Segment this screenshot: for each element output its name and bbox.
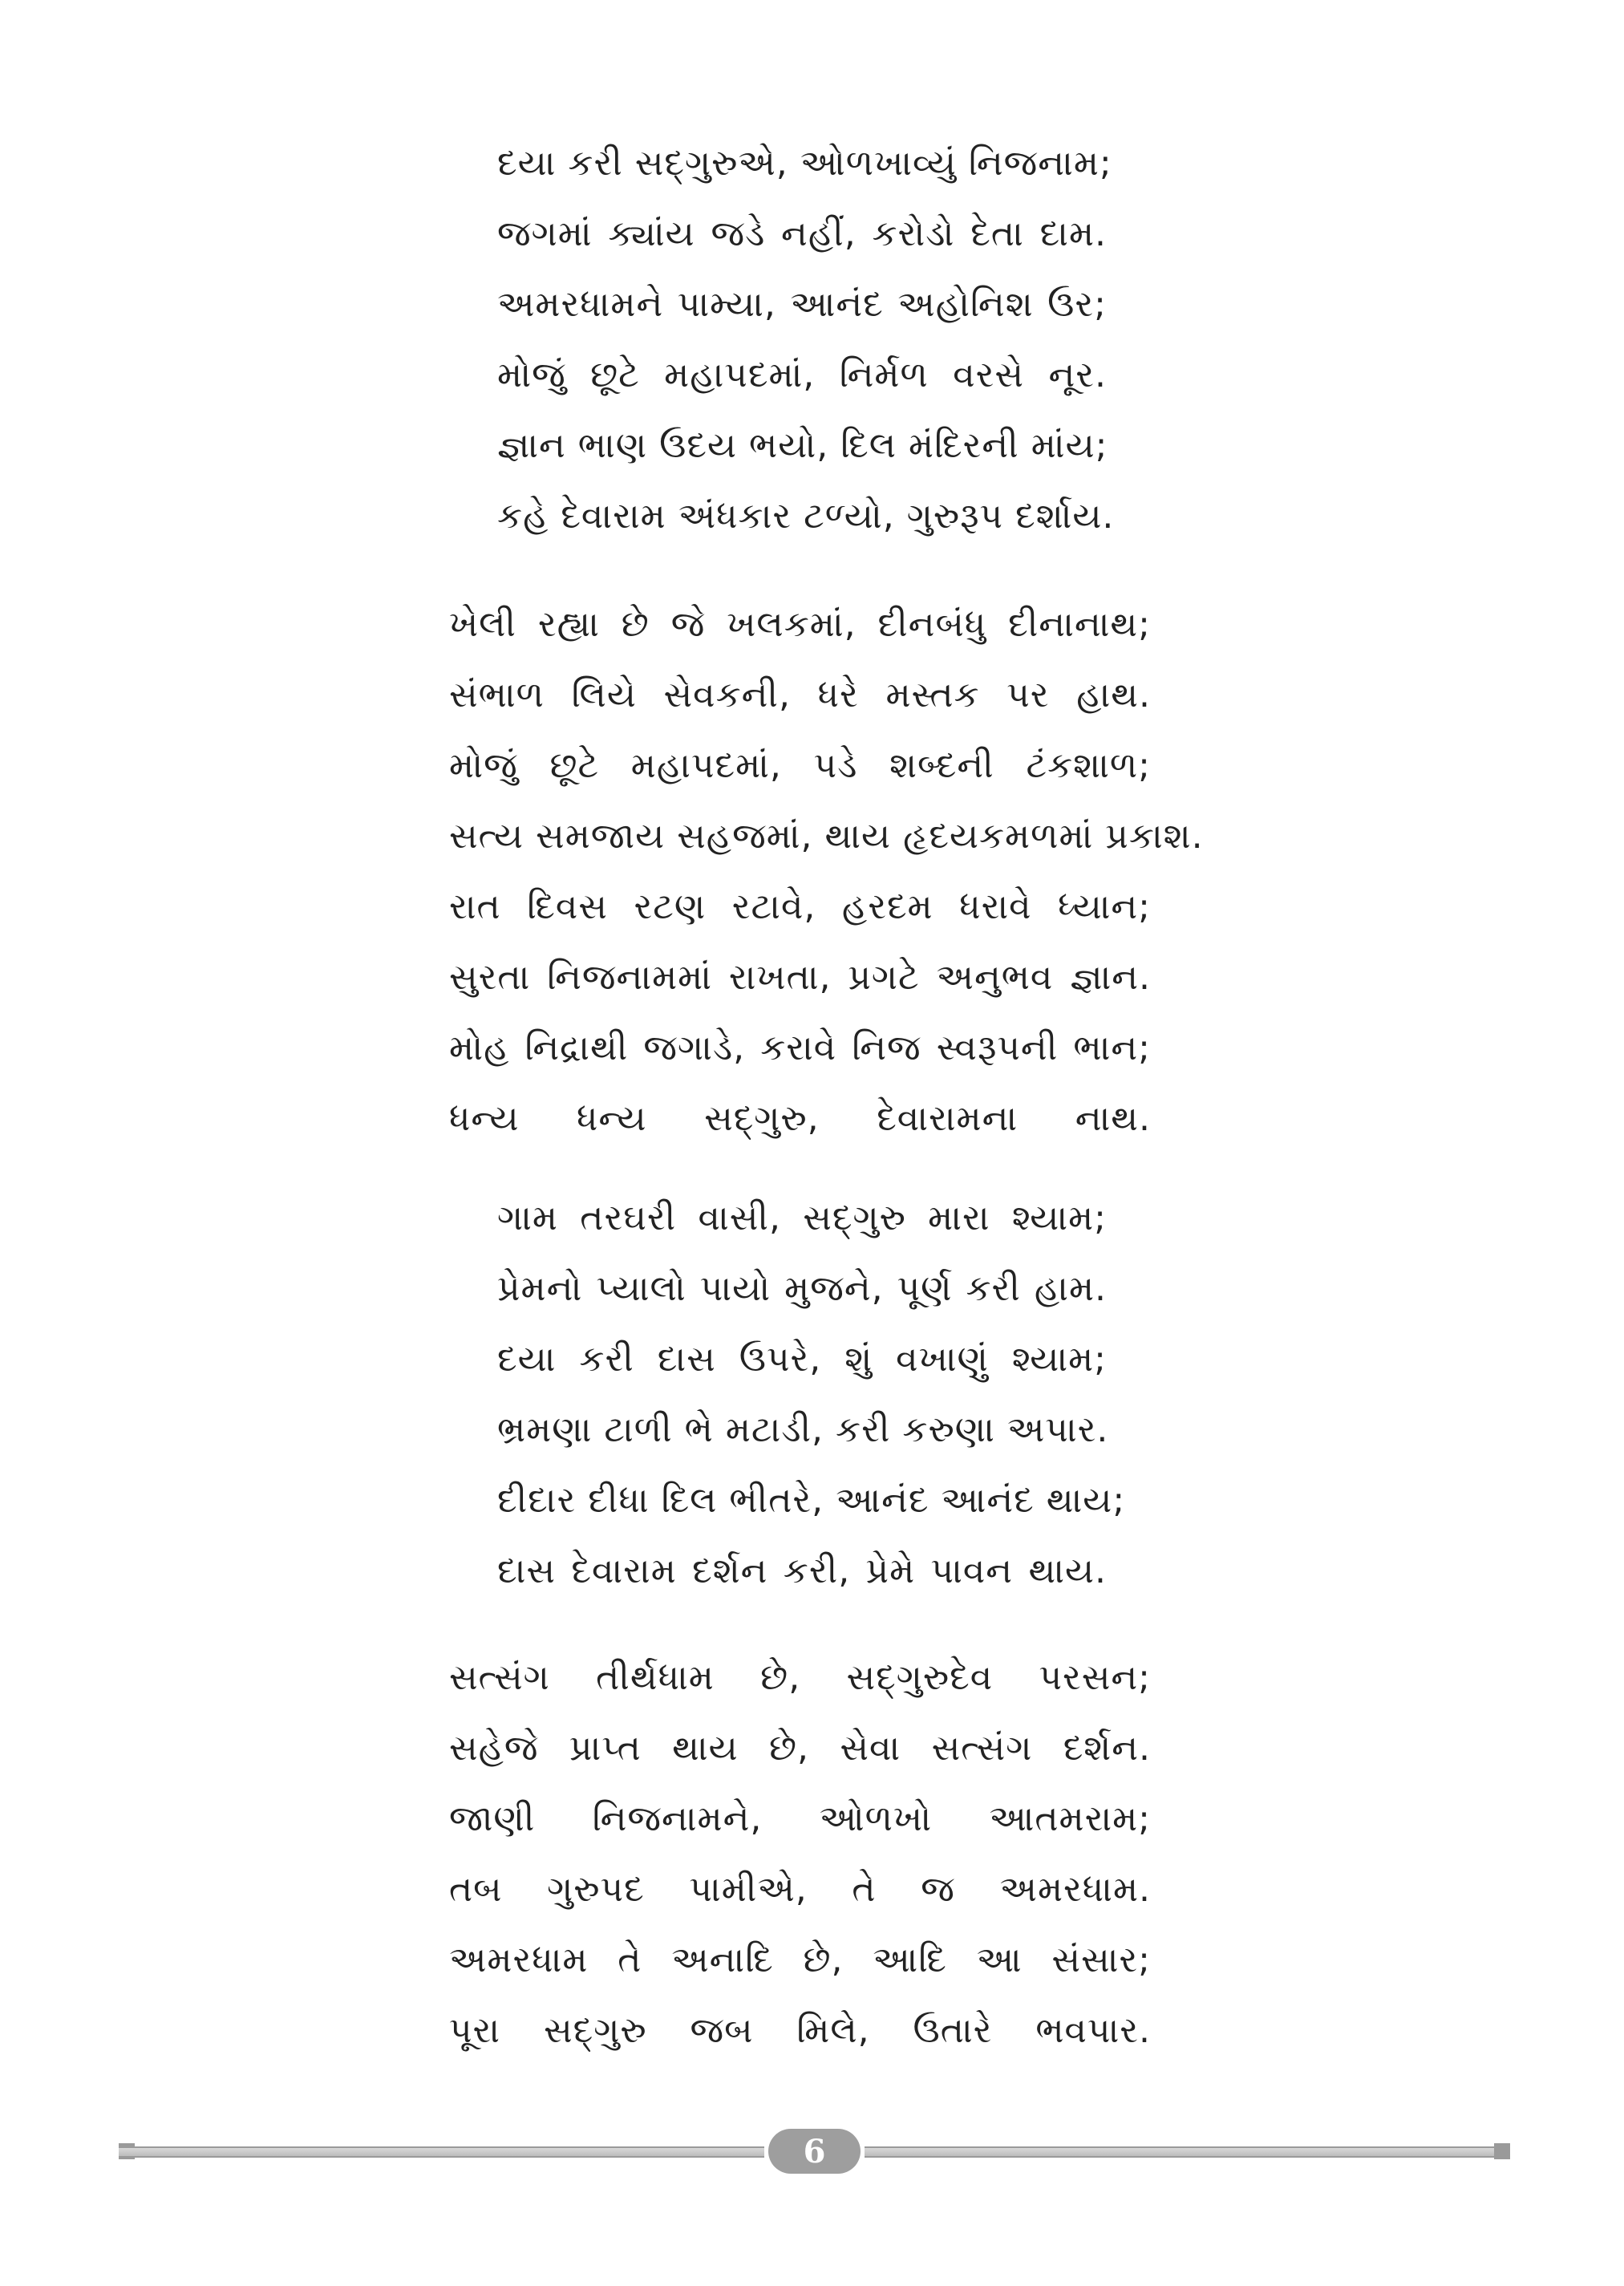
verse-line: ભ્રમણા ટાળી ભે મટાડી, કરી કરુણા અપાર. [497, 1409, 1109, 1450]
stanza-1 [497, 128, 1115, 552]
stanza-2 [449, 590, 1204, 1154]
verse-line: કહે દેવારામ અંધકાર ટળ્યો, ગુરુરૂપ દર્શાય. [497, 496, 1115, 537]
verse-line: અમરધામને પામ્યા, આનંદ અહોનિશ ઉર; [497, 284, 1107, 325]
footer-rule-right [865, 2146, 1510, 2158]
verse-line: મોજું છૂટે મહાપદમાં, પડે શબ્દની ટંકશાળ; [449, 745, 1151, 786]
verse-line: સહેજે પ્રાપ્ત થાય છે, સેવા સત્સંગ દર્શન. [449, 1728, 1151, 1769]
page-number: 6 [803, 2132, 826, 2170]
verse-line: દયા કરી સદ્‌ગુરુએ, ઓળખાવ્યું નિજનામ; [497, 143, 1112, 184]
verse-line: ગામ તરઘરી વાસી, સદ્‌ગુરુ મારા શ્યામ; [497, 1198, 1107, 1238]
verse-line: રાત દિવસ રટણ રટાવે, હરદમ ધરાવે ધ્યાન; [449, 886, 1151, 927]
verse-line: મોજું છૂટે મહાપદમાં, નિર્મળ વરસે નૂર. [497, 355, 1107, 395]
verse-line: દાસ દેવારામ દર્શન કરી, પ્રેમે પાવન થાય. [497, 1550, 1107, 1591]
verse-line: અમરધામ તે અનાદિ છે, આદિ આ સંસાર; [449, 1939, 1151, 1980]
verse-line: પ્રેમનો પ્યાલો પાયો મુજને, પૂર્ણ કરી હામ. [497, 1268, 1107, 1309]
verse-line: ધન્ય ધન્ય સદ્‌ગુરુ, દેવારામના નાથ. [449, 1098, 1151, 1139]
page-number-badge [768, 2129, 861, 2174]
verse-line: સત્ય સમજાય સહજમાં, થાય હૃદયકમળમાં પ્રકાશ. [449, 816, 1204, 857]
verse-line: તબ ગુરુપદ પામીએ, તે જ અમરધામ. [449, 1869, 1151, 1910]
verse-line: સુરતા નિજનામમાં રાખતા, પ્રગટે અનુભવ જ્ઞાન. [449, 957, 1151, 998]
footer-rule-cap-right [1494, 2143, 1510, 2159]
verse-line: દયા કરી દાસ ઉપરે, શું વખાણું શ્યામ; [497, 1339, 1107, 1380]
verse-line: જાણી નિજનામને, ઓળખો આતમરામ; [449, 1798, 1151, 1839]
stanza-3 [497, 1183, 1126, 1607]
page-footer [119, 2126, 1510, 2174]
verse-line: દીદાર દીધા દિલ ભીતરે, આનંદ આનંદ થાય; [497, 1480, 1126, 1521]
verse-line: મોહ નિદ્રાથી જગાડે, કરાવે નિજ સ્વરૂપની ભાન; [449, 1027, 1151, 1068]
verse-line: સંભાળ લિયે સેવકની, ધરે મસ્તક પર હાથ. [449, 675, 1151, 715]
footer-rule-left [119, 2146, 764, 2158]
verse-line: સત્સંગ તીર્થધામ છે, સદ્‌ગુરુદેવ પરસન; [449, 1657, 1151, 1698]
verse-line: જગમાં ક્યાંય જડે નહીં, કરોડો દેતા દામ. [497, 213, 1107, 254]
stanza-4 [449, 1643, 1151, 2066]
verse-line: ખેલી રહ્યા છે જે ખલકમાં, દીનબંધુ દીનાનાથ; [449, 604, 1151, 645]
verse-line: પૂરા સદ્‌ગુરુ જબ મિલે, ઉતારે ભવપાર. [449, 2010, 1151, 2051]
verse-line: જ્ઞાન ભાણ ઉદય ભયો, દિલ મંદિરની માંય; [497, 425, 1108, 466]
